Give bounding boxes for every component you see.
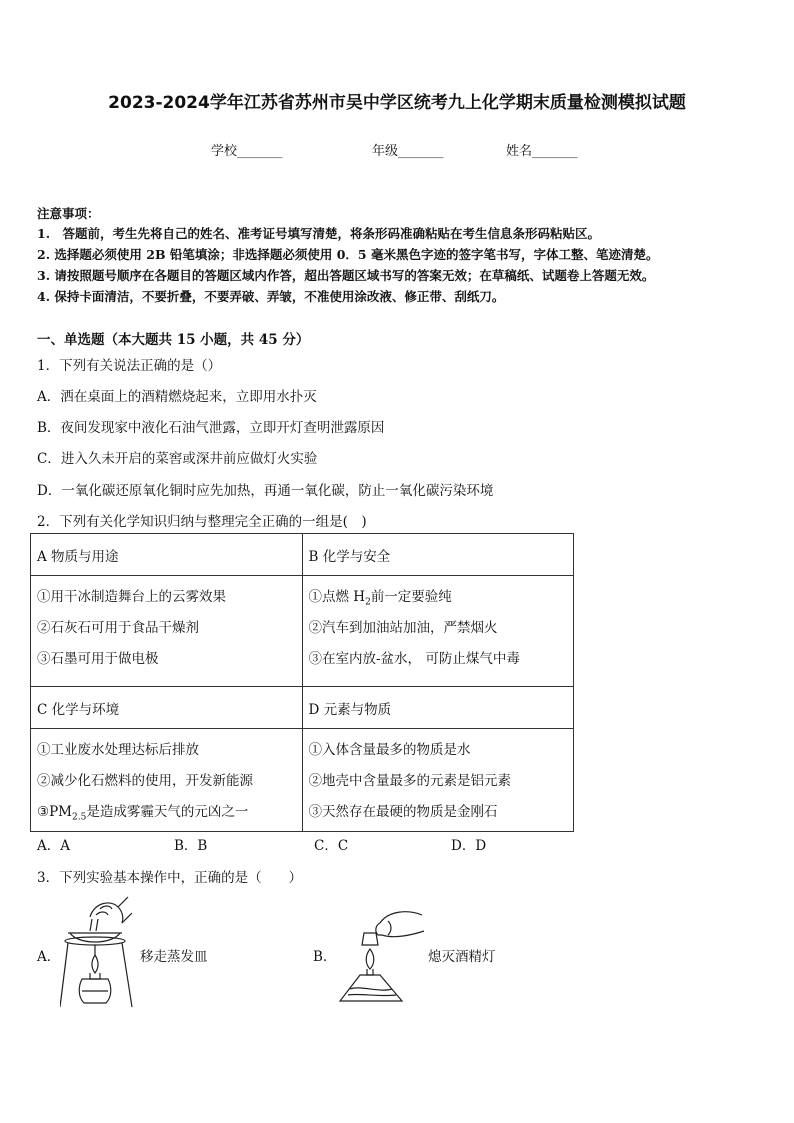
table-cell-a-head: A 物质与用途 <box>31 534 303 576</box>
table-cell-b-head: B 化学与安全 <box>302 534 574 576</box>
table-row-text: ②减少化石燃料的使用，开发新能源 <box>37 773 253 789</box>
name-field[interactable]: 姓名_______ <box>506 144 578 159</box>
q1-option-d[interactable]: D．一氧化碳还原氧化铜时应先加热，再通一氧化碳，防止一氧化碳污染环境 <box>37 483 494 499</box>
q3-option-a-letter[interactable]: A． <box>37 949 61 965</box>
notice-item: 3. 请按照题号顺序在各题目的答题区域内作答，超出答题区域书写的答案无效；在草稿纸、试题卷上答题无效。 <box>37 268 655 283</box>
table-row-text: ①入体含量最多的物质是水 <box>308 742 471 758</box>
q3-option-b-caption: 熄灭酒精灯 <box>428 949 496 965</box>
q1-option-b[interactable]: B．夜间发现家中液化石油气泄露，立即开灯查明泄露原因 <box>37 420 385 436</box>
alcohol-lamp-illustration <box>336 905 428 1005</box>
q3-stem: 3．下列实验基本操作中，正确的是（ ） <box>37 870 303 886</box>
evaporating-dish-illustration <box>60 895 140 1013</box>
q1-stem: 1．下列有关说法正确的是（） <box>37 358 222 374</box>
notice-item: 2. 选择题必须使用 2B 铅笔填涂；非选择题必须使用 0．5 毫米黑色字迹的签字笔书写，字体工整、笔迹清楚。 <box>37 247 659 262</box>
table-cell-d-head: D 元素与物质 <box>302 687 574 729</box>
table-row-text: ③在室内放-盆水， 可防止煤气中毒 <box>308 651 520 667</box>
grade-field[interactable]: 年级_______ <box>372 144 444 159</box>
table-cell-a-body <box>31 576 303 687</box>
q2-option-a[interactable]: A．A <box>37 838 70 854</box>
table-row-text: $③PM_{2.5}$是造成雾霾天气的元凶之一 <box>37 804 249 823</box>
q2-option-c[interactable]: C．C <box>314 838 349 854</box>
table-row-text: ①点燃 $H_2$前一定要验纯 <box>308 589 452 608</box>
notice-item: 1. 答题前，考生先将自己的姓名、准考证号填写清楚，将条形码准确粘贴在考生信息条形码粘贴区。 <box>37 226 601 241</box>
school-field[interactable]: 学校_______ <box>211 144 283 159</box>
table-cell-c-head: C 化学与环境 <box>31 687 303 729</box>
table-cell-b-body <box>302 576 574 687</box>
q2-stem: 2．下列有关化学知识归纳与整理完全正确的一组是( ) <box>37 514 367 530</box>
table-row-text: ③天然存在最硬的物质是金刚石 <box>308 804 498 820</box>
q3-option-b-letter[interactable]: B． <box>313 949 337 965</box>
notice-heading: 注意事项： <box>37 206 100 221</box>
table-row-text: ①工业废水处理达标后排放 <box>37 742 199 758</box>
table-row-text: ③石墨可用于做电极 <box>37 651 159 667</box>
page-title: 2023-2024学年江苏省苏州市吴中学区统考九上化学期末质量检测模拟试题 <box>108 93 686 113</box>
notice-item: 4. 保持卡面清洁，不要折叠，不要弄破、弄皱，不准使用涂改液、修正带、刮纸刀。 <box>37 289 505 304</box>
table-row-text: ②汽车到加油站加油，严禁烟火 <box>308 620 498 636</box>
table-row-text: ②地壳中含量最多的元素是铝元素 <box>308 773 511 789</box>
q2-knowledge-table <box>30 533 574 832</box>
table-cell-d-body <box>302 729 574 832</box>
q2-option-b[interactable]: B．B <box>174 838 208 854</box>
table-cell-c-body <box>31 729 303 832</box>
q3-option-a-caption: 移走蒸发皿 <box>140 949 208 965</box>
q1-option-c[interactable]: C．进入久未开启的菜窖或深井前应做灯火实验 <box>37 451 318 467</box>
section-heading: 一、单选题（本大题共 15 小题，共 45 分） <box>37 332 310 348</box>
table-row-text: ②石灰石可用于食品干燥剂 <box>37 620 199 636</box>
table-row-text: ①用干冰制造舞台上的云雾效果 <box>37 589 226 605</box>
q2-option-d[interactable]: D．D <box>451 838 487 854</box>
q1-option-a[interactable]: A．洒在桌面上的酒精燃烧起来，立即用水扑灭 <box>37 389 317 405</box>
